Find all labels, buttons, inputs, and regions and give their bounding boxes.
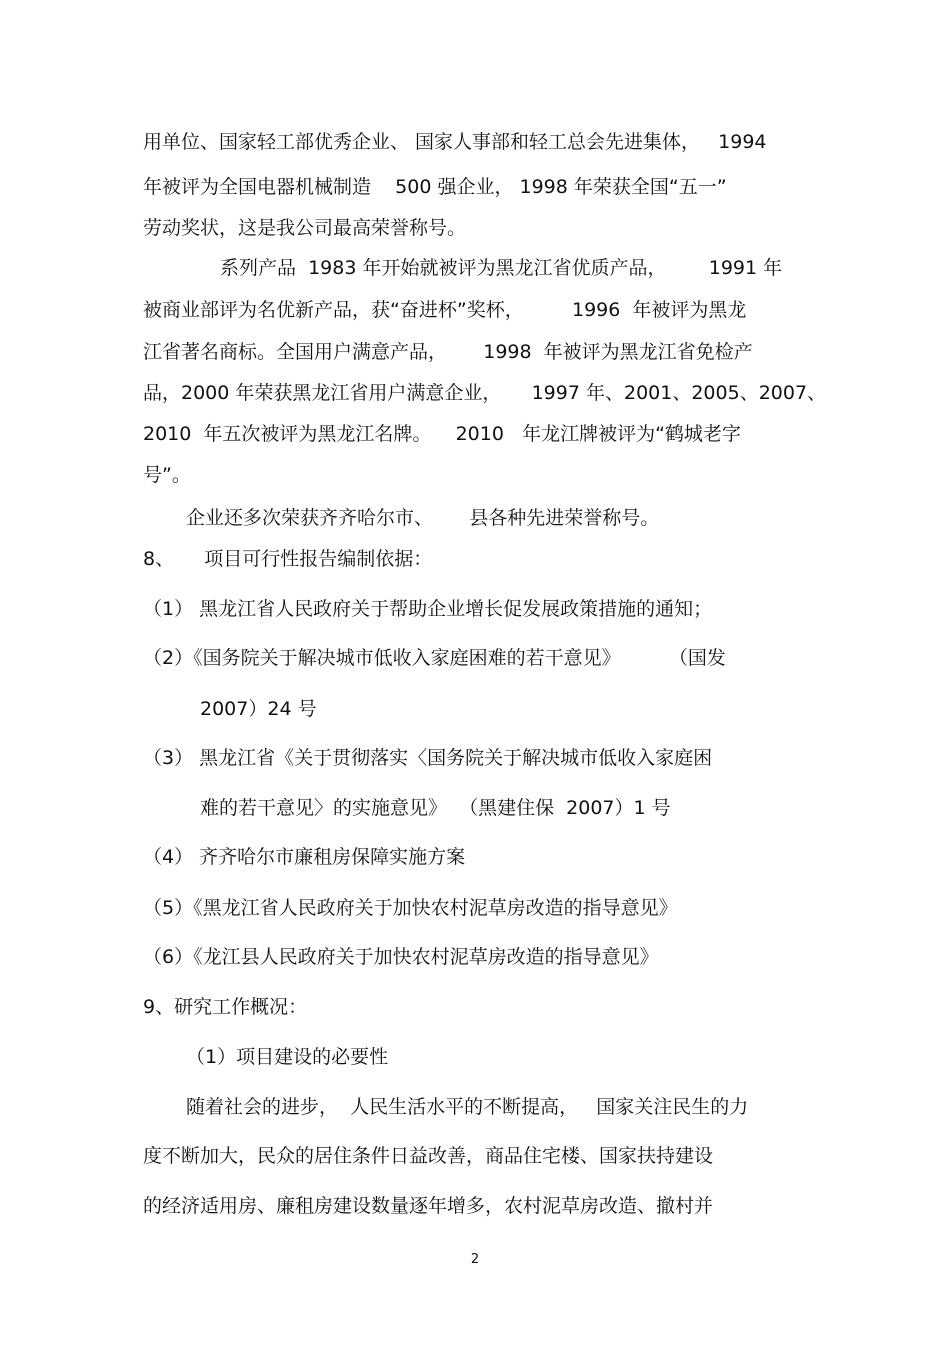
products-line-6: 号”。: [143, 464, 191, 486]
honors-line-1: 用单位、国家轻工部优秀企业、 国家人事部和轻工总会先进集体， 1994: [143, 131, 767, 153]
local-honors-line: 企业还多次荣获齐齐哈尔市、 县各种先进荣誉称号。: [186, 507, 660, 529]
section-8-heading: 8、 项目可行性报告编制依据：: [143, 548, 433, 570]
section-9-body-line-3: 的经济适用房、廉租房建设数量逐年增多，农村泥草房改造、撤村并: [143, 1195, 714, 1217]
products-line-1: 系列产品 1983 年开始就被评为黑龙江省优质产品， 1991 年: [220, 257, 783, 279]
section-9-heading: 9、研究工作概况：: [143, 996, 308, 1018]
section-8-item-4: （4） 齐齐哈尔市廉租房保障实施方案: [143, 846, 466, 868]
section-8-item-2: （2）《国务院关于解决城市低收入家庭困难的若干意见》 （国发: [143, 647, 726, 669]
section-8-item-1: （1） 黑龙江省人民政府关于帮助企业增长促发展政策措施的通知；: [143, 598, 713, 620]
page-number: 2: [470, 1252, 480, 1267]
products-line-2: 被商业部评为名优新产品，获“奋进杯”奖杯， 1996 年被评为黑龙: [143, 299, 747, 321]
honors-line-2: 年被评为全国电器机械制造 500 强企业， 1998 年荣获全国“五一”: [143, 176, 727, 198]
honors-line-3: 劳动奖状，这是我公司最高荣誉称号。: [143, 217, 467, 239]
section-8-item-6: （6）《龙江县人民政府关于加快农村泥草房改造的指导意见》: [143, 946, 659, 968]
section-8-item-2-cont: 2007）24 号: [200, 698, 317, 720]
products-line-5: 2010 年五次被评为黑龙江名牌。 2010 年龙江牌被评为“鹤城老字: [143, 423, 741, 445]
products-line-3: 江省著名商标。全国用户满意产品， 1998 年被评为黑龙江省免检产: [143, 341, 753, 363]
section-8-item-5: （5）《黑龙江省人民政府关于加快农村泥草房改造的指导意见》: [143, 897, 678, 919]
section-9-body-line-1: 随着社会的进步， 人民生活水平的不断提高， 国家关注民生的力: [186, 1096, 749, 1118]
section-8-item-3-cont: 难的若干意见〉的实施意见》 （黑建住保 2007）1 号: [200, 797, 671, 819]
section-9-body-line-2: 度不断加大，民众的居住条件日益改善，商品住宅楼、国家扶持建设: [143, 1145, 714, 1167]
section-9-subheading: （1）项目建设的必要性: [186, 1046, 389, 1068]
products-line-4: 品，2000 年荣获黑龙江省用户满意企业， 1997 年、2001、2005、2007、: [143, 382, 827, 404]
section-8-item-3: （3） 黑龙江省《关于贯彻落实〈国务院关于解决城市低收入家庭困: [143, 747, 713, 769]
